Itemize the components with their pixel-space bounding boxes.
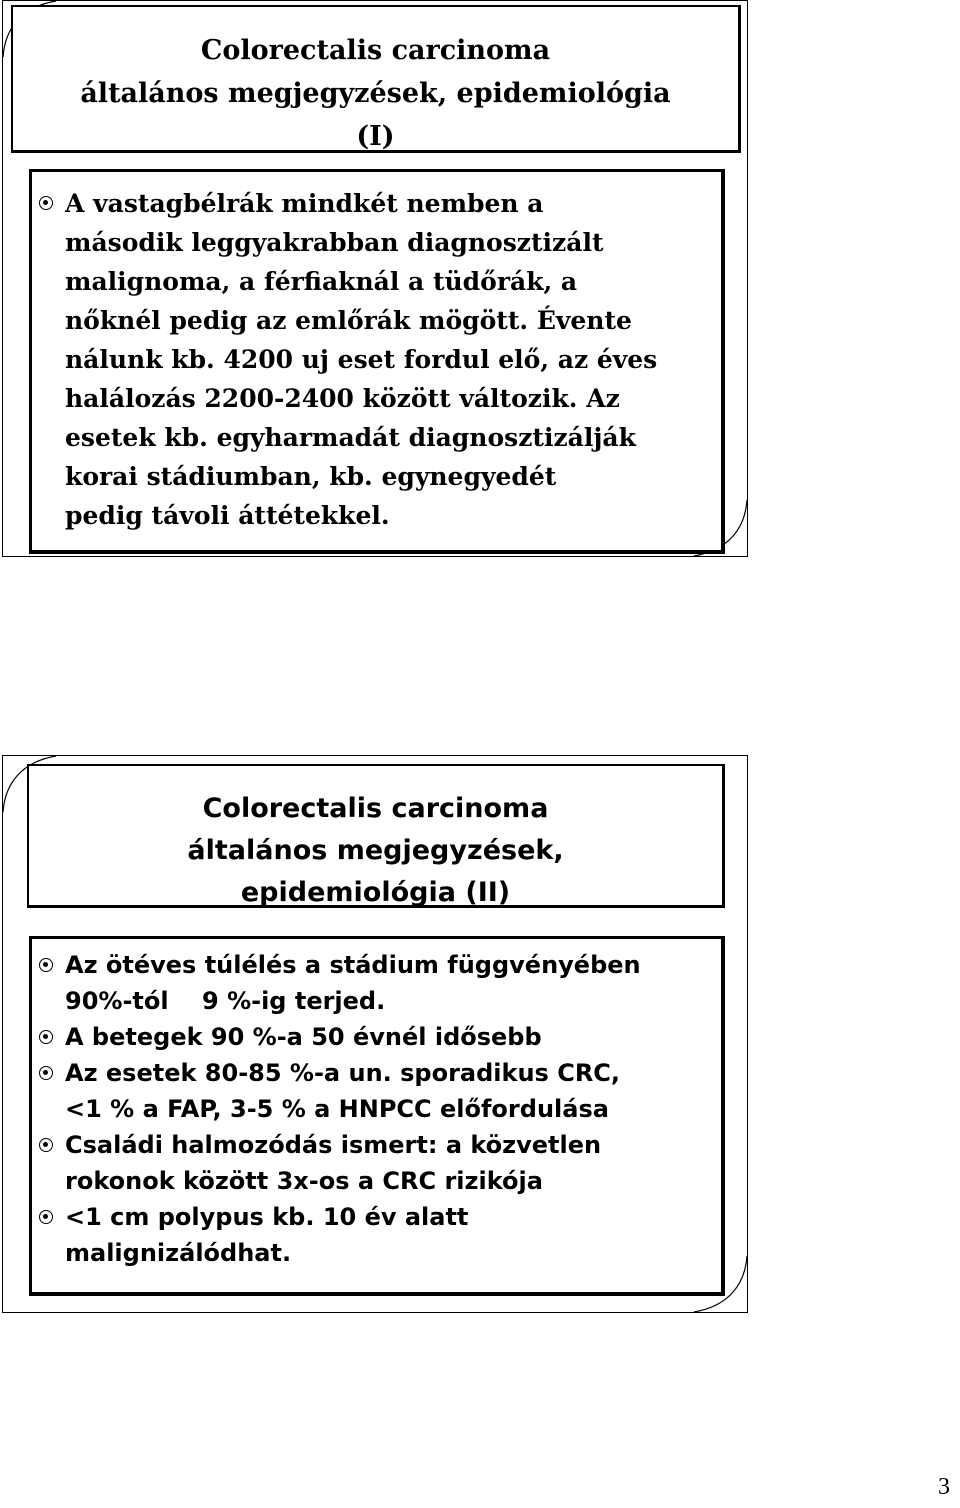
bullet-item [32,1019,717,1055]
bullet-item [32,1127,717,1199]
bullet-line: A vastagbélrák mindkét nemben a [65,189,544,218]
page-number: 3 [938,1474,950,1500]
bullet-line: 90%-tól 9 %-ig terjed. [65,987,386,1015]
title-line: Colorectalis carcinoma [202,793,549,824]
slide-1-title [11,5,741,153]
target-bullet-icon [39,196,53,210]
bullet-item [32,947,717,1019]
bullet-line: pedig távoli áttétekkel. [65,501,390,530]
bullet-line: malignizálódhat. [65,1239,292,1267]
bullet-line: halálozás 2200-2400 között változik. Az [65,384,620,413]
title-line: Colorectalis carcinoma [200,35,551,66]
bullet-line: korai stádiumban, kb. egynegyedét [65,462,557,491]
bullet-line: <1 % a FAP, 3-5 % a HNPCC előfordulása [65,1095,609,1123]
title-line: (I) [356,121,395,152]
title-line: általános megjegyzések, epidemiológia [80,78,671,109]
target-bullet-icon [39,1138,53,1152]
bullet-line: esetek kb. egyharmadát diagnosztizálják [65,423,636,452]
bullet-line: rokonok között 3x-os a CRC rizikója [65,1167,543,1195]
bullet-list [32,184,717,535]
bullet-line: malignoma, a férfiaknál a tüdőrák, a [65,267,578,296]
bullet-line: <1 cm polypus kb. 10 év alatt [65,1203,469,1231]
slide-2-title [27,764,725,908]
title-line: általános megjegyzések, [187,835,564,866]
target-bullet-icon [39,1030,53,1044]
slide-2-content [29,936,725,1296]
bullet-line: Családi halmozódás ismert: a közvetlen [65,1131,602,1159]
bullet-item [32,1199,717,1271]
target-bullet-icon [39,958,53,972]
slide-1-content [29,169,725,554]
target-bullet-icon [39,1066,53,1080]
slide-1 [2,0,748,557]
title-line: epidemiológia (II) [240,877,511,908]
bullet-line: nőknél pedig az emlőrák mögött. Évente [65,306,632,335]
bullet-line: Az ötéves túlélés a stádium függvényében [65,951,641,979]
bullet-item [32,1055,717,1127]
target-bullet-icon [39,1210,53,1224]
bullet-line: A betegek 90 %-a 50 évnél idősebb [65,1023,542,1051]
bullet-line: Az esetek 80-85 %-a un. sporadikus CRC, [65,1059,621,1087]
slide-2 [2,755,748,1313]
bullet-list [32,947,717,1271]
bullet-line: nálunk kb. 4200 uj eset fordul elő, az éves [65,345,658,374]
bullet-line: második leggyakrabban diagnosztizált [65,228,604,257]
bullet-item [32,184,717,535]
